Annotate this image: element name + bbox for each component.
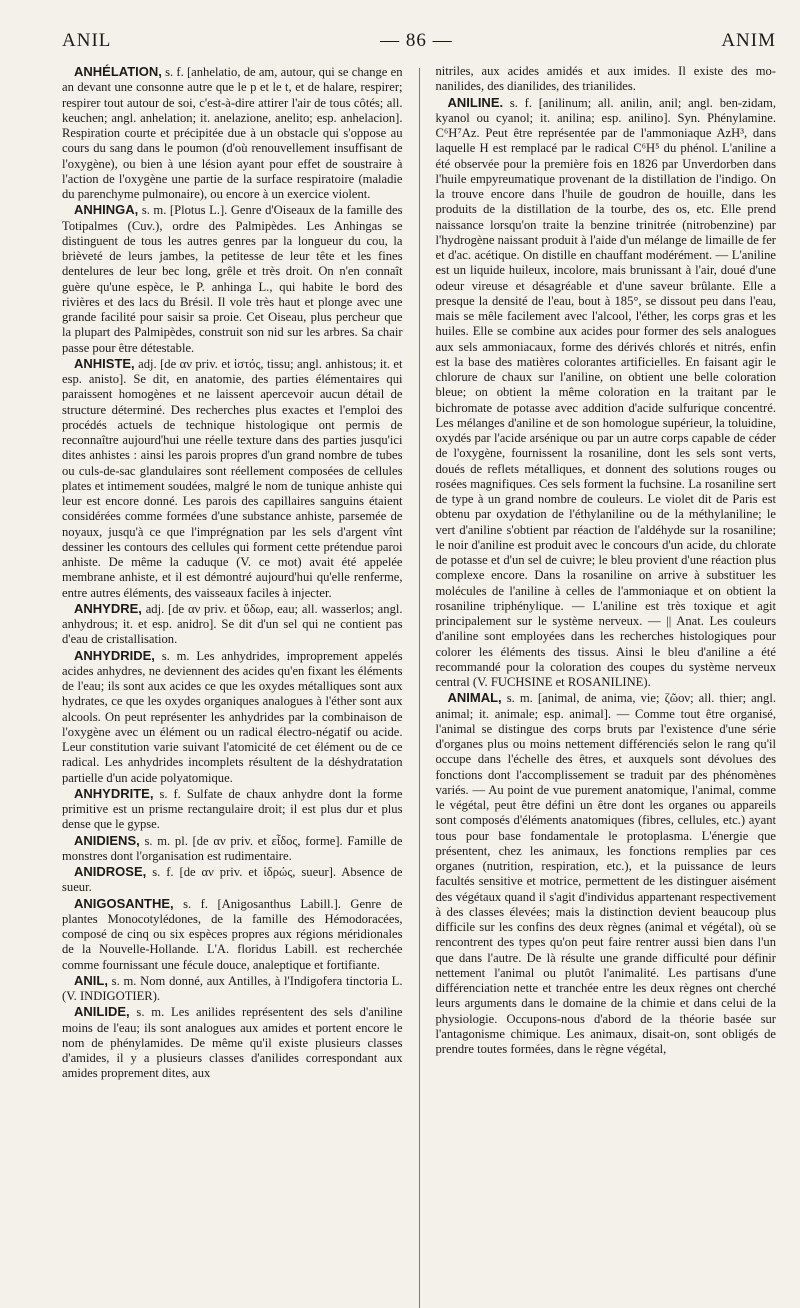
dictionary-entry — [62, 648, 403, 786]
entry-headword: ANHÉLATION, — [74, 64, 162, 79]
dictionary-entry — [62, 356, 403, 601]
dictionary-entry — [62, 864, 403, 896]
dictionary-entry — [62, 601, 403, 648]
entry-definition: s. m. Les anilides représentent des sels d'aniline moins de l'eau; ils sont analogues aux amides et portent encore le nom de phénylamides. De même qu'il existe plusieurs classes d'amides, il y a plusieurs classes d'anilides correspondant aux amides proprement dites, aux — [62, 1005, 403, 1081]
dictionary-entry — [62, 1004, 403, 1081]
entry-definition: s. f. Sulfate de chaux anhydre dont la forme primitive est un prisme rectangulaire droit; il est plus dur et plus dense que le gypse. — [62, 786, 403, 832]
dictionary-entry — [62, 833, 403, 865]
dictionary-entry — [435, 64, 776, 95]
entry-definition: nitriles, aux acides amidés et aux imides. Il existe des mo-nanilides, des dianilides, des trianilides. — [435, 64, 776, 94]
entry-headword: ANHISTE, — [74, 355, 135, 371]
entry-definition: s. m. pl. [de αν priv. et εἶδος, forme]. Famille de monstres dont l'organisation est rudimentaire. — [62, 833, 403, 863]
page-header — [62, 30, 776, 64]
entry-headword: ANHYDRE, — [74, 600, 142, 616]
running-head-left: ANIL — [62, 30, 112, 51]
entry-headword: ANHYDRIDE, — [74, 647, 155, 663]
dictionary-entry — [62, 64, 403, 202]
entry-definition: s. m. Nom donné, aux Antilles, à l'Indigofera tinctoria L. (V. INDIGOTIER). — [62, 973, 403, 1003]
entry-definition: s. f. [anilinum; all. anilin, anil; angl. ben-zidam, kyanol ou cyanol; it. anilina; esp. anilino]. Syn. Phénylamine. C⁶H⁷Az. Peut être représentée par de l'ammoniaque AzH³, dans laquelle H est remplacé par le radical C⁶H⁵ du phénol. L'aniline a été observée pour la première fois en 1826 par Unverdorben dans l'huile empyreumatique provenant de la distillation de l'indigo. On la trouve encore dans l'huile de goudron de houille, dans les produits de la distillation de la tourbe, des os, etc. Elle prend naissance lorsqu'on traite la benzine trinitrée (nitrobenzine) par l'hydrogène naissant produit à l'aide d'un mélange de limaille de fer et d'ac. acétique. On distille en chauffant modérément. — L'aniline est un liquide huileux, incolore, mais brunissant à l'air, doué d'une odeur vireuse et désagréable et d'une saveur brûlante. Elle a presque la densité de l'eau, bout à 185°, se dissout peu dans l'eau, mais se mêle facilement avec l'alcool, l'éther, les corps gras et les huiles. Elle se combine aux acides pour former des sels analogues aux sels ammoniacaux, forme des dérivés chlorés et nitrés, enfin est la base des matières colorantes artificielles. En faisant agir le chlorure de chaux sur l'aniline, on obtient une belle coloration bleue; on obtient la même coloration en la traitant par le bichromate de potasse avec addition d'acide sulfurique concentré. Les mélanges d'aniline et de son homologue supérieur, la toluidine, oxydés par l'acide arsénique ou par un autre corps capable de céder de l'oxygène, fournissent la rosaniline, dont les sels sont verts, doués de reflets métalliques, et donnent des solutions rouges ou rosées magnifiques. Ces sels forment la fuchsine. La rosaniline sert de type à un grand nombre de couleurs. Le violet dit de Paris est obtenu par oxydation de l'éthylaniline ou de la méthylaniline; le vert d'aniline s'obtient par réaction de l'aldéhyde sur la rosaniline; le noir d'aniline est produit avec le concours d'un acide, du chlorate de potasse et d'un sel de cuivre; le bleu provient d'une réaction plus complexe encore. Dans la rosaniline on arrive à substituer les molécules de l'aniline à celles de l'ammoniaque et on obtient la rosaniline triphénylique. — L'aniline est très toxique et agit principalement sur le système nerveux. — || Anat. Les couleurs d'aniline sont employées dans les recherches histologiques pour colorer les éléments des tissus. Ainsi le bleu d'aniline a été recommandé pour la coloration des coupes du système nerveux central (V. FUCHSINE et ROSANILINE). — [435, 95, 776, 689]
entry-headword: ANIMAL, — [447, 690, 502, 706]
entry-headword: ANIGOSANTHE, — [74, 895, 174, 911]
entry-headword: ANIDIENS, — [74, 832, 140, 848]
entry-definition: s. f. [Anigosanthus Labill.]. Genre de plantes Monocotylédones, de la famille des Hémodoracées, composé de cinq ou six espèces propres aux régions méridionales de la Nouvelle-Hollande. L'A. floridus Labill. est recherchée comme fournissant une fécule douce, analeptique et fortifiante. — [62, 896, 403, 972]
entry-definition: s. m. [animal, de anima, vie; ζῶον; all. thier; angl. animal; it. animale; esp. animal]. — Comme tout être organisé, l'animal se distingue des corps bruts par l'existence d'une série d'organes plus ou moins nettement différenciés selon le rang qu'il occupe dans l'échelle des êtres, et auxquels sont dévolues des fonctions dont l'accomplissement se traduit par des phénomènes variés. — Au point de vue purement anatomique, l'animal, comme le végétal, peut être défini un être dont les organes ou appareils sont composés d'éléments anatomiques (fibres, cellules, etc.) ayant tous pour base fondamentale le protoplasma. L'énergie que présentent, chez les animaux, les fonctions remplies par ces organes (nutrition, respiration, etc.), et la puissance de leurs facultés sensitive et motrice, permettent de les distinguer aisément des végétaux quand il s'agit d'individus appartenant respectivement à des classes élevées; mais la distinction devient beaucoup plus difficile sur les confins des deux règnes (animal et végétal), où se rencontrent des types qu'on peut faire rentrer aussi bien dans l'un que dans l'autre. De là résulte une grande difficulté pour définir nettement l'animal ou plutôt l'animalité. Les partisans d'une différenciation nette et tranchée entre les deux règnes ont cherché leurs arguments dans le domaine de la chimie et dans celui de la physiologie. Occupons-nous d'abord de la théorie basée sur l'antagonisme chimique. Les animaux, disait-on, sont obligés de prendre toutes formées, dans le règne végétal, — [435, 691, 776, 1056]
entry-headword: ANILIDE, — [74, 1004, 130, 1020]
entry-definition: s. m. Les anhydrides, improprement appelés acides anhydres, ne deviennent des acides qu'en fixant les éléments de l'eau; ils sont aux acides ce que les oxydes métalliques sont aux hydrates, ce que les oxydes organiques analogues à l'éther sont aux alcools. On peut représenter les anhydrides par la combinaison de l'oxygène avec un élément ou un radical électro-négatif ou acide. Leur constitution varie suivant l'atomicité de cet élément ou de ce radical. Les anhydrides incomplets résultent de la déshydratation partielle d'un acide polyatomique. — [62, 648, 403, 785]
entry-headword: ANILINE. — [447, 94, 504, 110]
entry-definition: s. f. [de αν priv. et ἱδρώς, sueur]. Absence de sueur. — [62, 865, 403, 895]
dictionary-entry — [62, 202, 403, 356]
entry-definition: adj. [de αν priv. et ἱστός, tissu; angl. anhistous; it. et esp. anisto]. Se dit, en anatomie, des parties élémentaires qui paraissent homogènes et ne laissent apercevoir aucun détail de structure déterminé. Des recherches plus exactes et l'emploi des procédés actuels de technique histologique ont permis de reconnaître aujourd'hui une réelle texture dans des parties jusqu'ici dites anhistes : ainsi les parois propres d'un grand nombre de tubes ou culs-de-sac glandulaires sont réellement composées de cellules plates et intimement soudées, malgré le nom de tunique anhiste qui leur est encore donné. Les parois des capillaires sanguins étaient considérées comme formées d'une substance anhiste, parsemée de noyaux, jusqu'à ce que l'imprégnation par les sels d'argent vînt dessiner les contours des cellules qui forment cette prétendue paroi anhiste. De même la caduque (V. ce mot) avait été appelée membrane anhiste, et il est démontré aujourd'hui qu'elle renferme, entre autres éléments, des vaisseaux faciles à injecter. — [62, 356, 403, 600]
entry-headword: ANIL, — [74, 972, 108, 988]
dictionary-entry — [62, 786, 403, 833]
dictionary-entry — [435, 690, 776, 1057]
entry-definition: s. m. [Plotus L.]. Genre d'Oiseaux de la famille des Totipalmes (Cuv.), ordre des Palmipèdes. Les Anhingas se distinguent de tous les autres genres par la longueur du cou, la brièveté de leurs jambes, la petitesse de leur tête et les fines dentelures de leur bec long, grêle et très droit. On n'en connaît guère qu'une espèce, le P. anhinga L., qui habite le bord des rivières et des lacs du Brésil. Il vole très haut et plonge avec une grande facilité pour saisir sa proie. Cet Oiseau, plus percheur que la plupart des Palmipèdes, construit son nid sur les arbres. Sa chair passe pour être détestable. — [62, 203, 403, 355]
entry-headword: ANIDROSE, — [74, 864, 147, 879]
dictionary-entry — [62, 973, 403, 1005]
dictionary-entry — [62, 896, 403, 973]
left-column — [62, 64, 403, 1308]
entry-definition: s. f. [anhelatio, de am, autour, qui se change en an devant une consonne autre que le p et le t, et de halare, respirer; respirer tout autour de soi, c'est-à-dire attirer l'air de tous côtés; all. keuchen; angl. anhelation; it. anelazione, anelito; esp. anhelacion]. Respiration courte et précipitée due à un obstacle qui s'oppose au cours du sang dans le poumon (d'où renouvellement insuffisant de l'oxygène), ou bien à une lésion ayant pour effet de soustraire à l'action de l'oxygène une partie de la surface respiratoire (maladie du parenchyme pulmonaire), ou encore à un exercice violent. — [62, 65, 403, 201]
entry-headword: ANHINGA, — [74, 202, 139, 218]
column-rule — [419, 68, 420, 1308]
running-head-right: ANIM — [721, 30, 776, 51]
page-number: — 86 — — [380, 30, 453, 51]
dictionary-entry — [435, 95, 776, 691]
entry-definition: adj. [de αν priv. et ὕδωρ, eau; all. wasserlos; angl. anhydrous; it. et esp. anidro]. Se dit d'un sel qui ne contient pas d'eau de cristallisation. — [62, 601, 403, 647]
right-column — [435, 64, 776, 1308]
entry-headword: ANHYDRITE, — [74, 785, 154, 801]
